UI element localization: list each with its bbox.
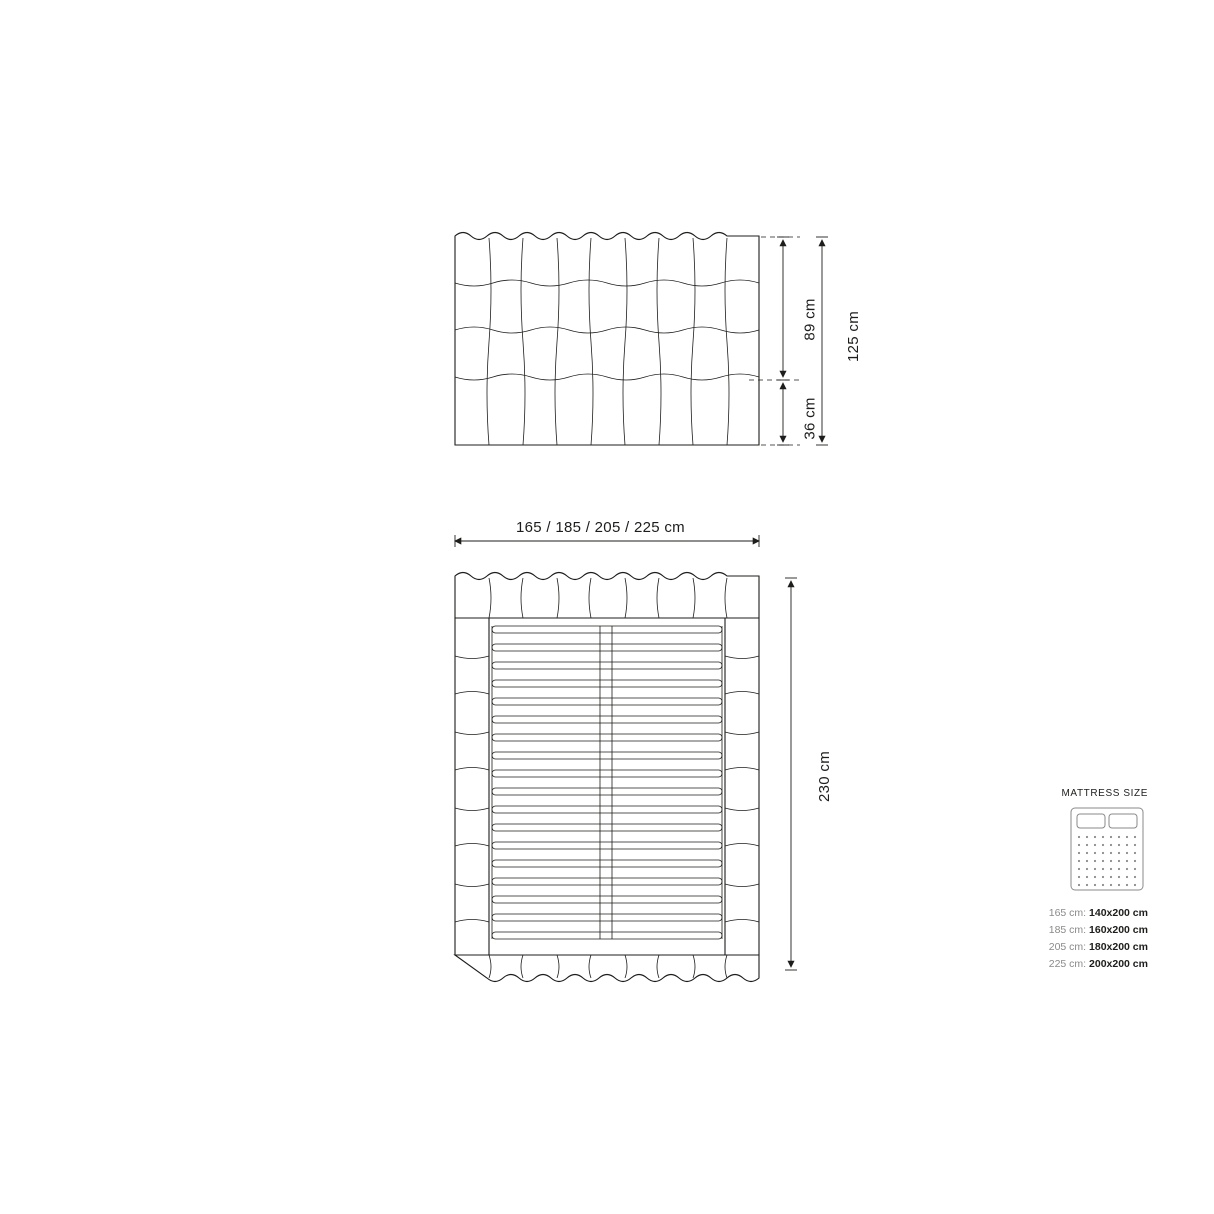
- legend-rows: [1008, 905, 1148, 973]
- legend-row: [1008, 956, 1148, 973]
- headboard-front-view: [455, 233, 759, 446]
- dim-line-89: [777, 237, 789, 380]
- legend-row-size: 165 cm:: [1048, 907, 1087, 919]
- legend-row: [1008, 905, 1148, 922]
- legend-row-size: 225 cm:: [1048, 958, 1087, 970]
- mattress-icon: [1070, 807, 1144, 891]
- dim-label-width: 165 / 185 / 205 / 225 cm: [516, 519, 685, 536]
- top-view-right-rail: [725, 618, 759, 955]
- top-view-left-rail: [455, 618, 489, 955]
- legend-row-mattress: 180x200 cm: [1089, 941, 1148, 953]
- legend-row-mattress: 140x200 cm: [1089, 907, 1148, 919]
- legend-row: [1008, 939, 1148, 956]
- slat-center-rail: [600, 626, 612, 939]
- legend-row: [1008, 922, 1148, 939]
- dim-label-230: 230 cm: [816, 751, 833, 802]
- dim-line-width: [455, 535, 759, 547]
- legend-row-size: 205 cm:: [1048, 941, 1087, 953]
- dim-line-36: [777, 383, 789, 445]
- legend-row-size: 185 cm:: [1048, 924, 1087, 936]
- legend-title: MATTRESS SIZE: [1061, 788, 1148, 799]
- mattress-size-legend: [1008, 788, 1148, 973]
- top-view-footboard: [455, 955, 759, 982]
- top-view-headboard: [455, 573, 759, 619]
- slat-side-rails: [492, 626, 722, 939]
- legend-row-mattress: 200x200 cm: [1089, 958, 1148, 970]
- dim-line-230: [785, 578, 797, 970]
- legend-row-mattress: 160x200 cm: [1089, 924, 1148, 936]
- dim-label-125: 125 cm: [845, 311, 862, 362]
- dim-label-36: 36 cm: [801, 397, 819, 440]
- dim-label-89: 89 cm: [801, 298, 819, 341]
- bed-slats: [492, 626, 722, 939]
